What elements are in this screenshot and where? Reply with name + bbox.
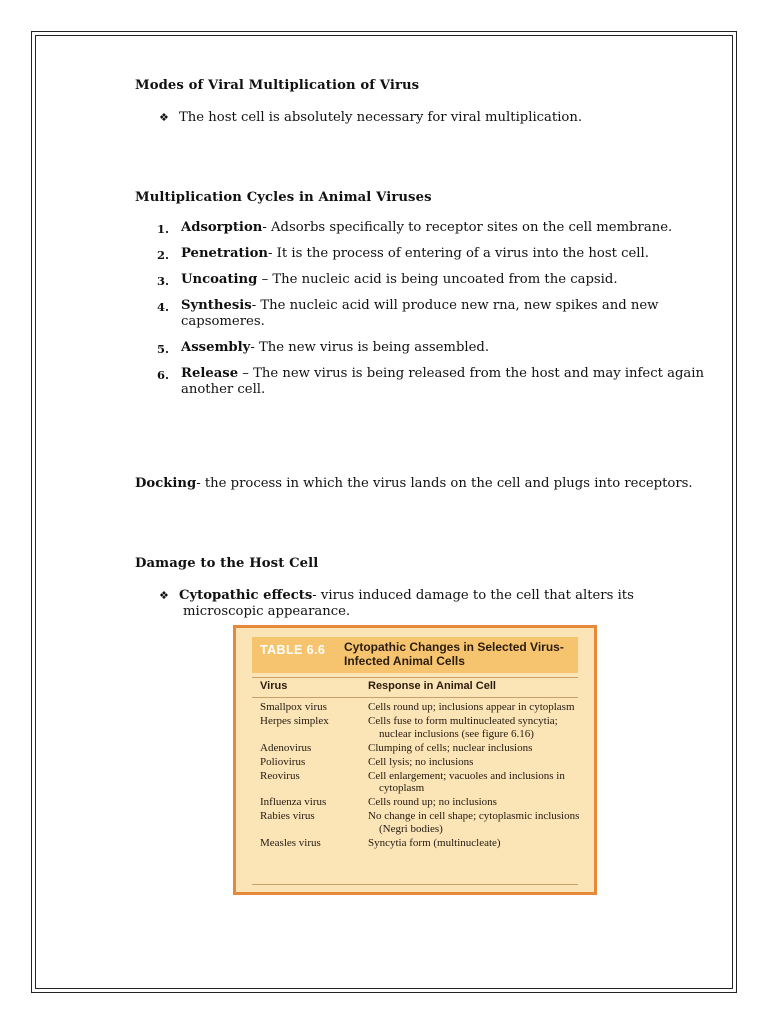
list-item: [135, 298, 707, 330]
diamond-bullet-icon: ❖: [159, 111, 169, 124]
cytopathic-table-figure: [233, 625, 597, 895]
list-item: [135, 220, 725, 236]
step-term: Uncoating: [181, 272, 258, 287]
table-header-band: [252, 637, 578, 673]
step-term: Penetration: [181, 246, 268, 261]
cell-response: Cells fuse to form multinucleated syncytia; nuclear inclusions (see figure 6.16): [368, 715, 558, 740]
step-term: Release: [181, 366, 239, 381]
step-number: 6.: [157, 368, 170, 382]
cell-virus: Poliovirus: [260, 755, 306, 768]
list-item: [135, 366, 713, 398]
cell-virus: Measles virus: [260, 836, 321, 849]
column-header-response: Response in Animal Cell: [368, 680, 496, 692]
cytopathic-text: - virus induced damage to the cell that alters its: [312, 588, 634, 603]
cycle-steps-list: [135, 220, 725, 408]
cell-response: Syncytia form (multinucleate): [368, 836, 501, 849]
heading-modes: Modes of Viral Multiplication of Virus: [135, 78, 420, 93]
table-row: [252, 837, 578, 850]
cytopathic-term: Cytopathic effects: [179, 588, 313, 603]
table-column-headers: [252, 677, 578, 698]
cell-virus: Influenza virus: [260, 796, 327, 808]
cell-response: Clumping of cells; nuclear inclusions: [368, 741, 533, 754]
step-number: 4.: [157, 300, 170, 314]
table-number: TABLE 6.6: [260, 643, 326, 657]
table-row: [252, 796, 578, 809]
diamond-bullet-icon: ❖: [159, 589, 169, 602]
cell-response: No change in cell shape; cytoplasmic inclusions (Negri bodies): [368, 810, 580, 835]
step-term: Assembly: [181, 340, 251, 355]
table-row: [252, 770, 578, 795]
heading-cycles: Multiplication Cycles in Animal Viruses: [135, 190, 432, 205]
docking-text: - the process in which the virus lands on the cell and plugs into receptors.: [196, 476, 693, 491]
step-text: - The new virus is being assembled.: [250, 340, 490, 355]
cytopathic-text-continued: microscopic appearance.: [183, 604, 351, 619]
step-text: - It is the process of entering of a virus into the host cell.: [268, 246, 649, 261]
table-bottom-rule: [252, 884, 578, 885]
cell-response: Cells round up; inclusions appear in cytoplasm: [368, 701, 575, 713]
cell-virus: Smallpox virus: [260, 701, 327, 713]
step-number: 1.: [157, 222, 170, 236]
list-item: [135, 272, 725, 288]
bullet-host-cell: [159, 110, 582, 126]
cytopathic-bullet: [159, 588, 715, 620]
cell-response: Cell lysis; no inclusions: [368, 755, 474, 768]
cell-virus: Herpes simplex: [260, 715, 329, 727]
column-header-virus: Virus: [260, 680, 288, 692]
step-number: 2.: [157, 248, 170, 262]
table-row: [252, 701, 578, 714]
table-body: [252, 701, 578, 851]
table-row: [252, 756, 578, 769]
cell-virus: Reovirus: [260, 769, 300, 782]
list-item: [135, 340, 725, 356]
step-text: – The nucleic acid is being uncoated from the capsid.: [257, 272, 618, 287]
step-text: – The new virus is being released from the host and may infect again another cell.: [181, 366, 704, 397]
cell-response: Cell enlargement; vacuoles and inclusions in cytoplasm: [368, 769, 565, 794]
cell-virus: Rabies virus: [260, 810, 315, 822]
step-term: Synthesis: [181, 298, 252, 313]
table-row: [252, 810, 578, 835]
step-number: 5.: [157, 342, 170, 356]
heading-damage: Damage to the Host Cell: [135, 556, 319, 571]
step-number: 3.: [157, 274, 170, 288]
step-text: - Adsorbs specifically to receptor sites on the cell membrane.: [262, 220, 673, 235]
list-item: [135, 246, 725, 262]
table-row: [252, 742, 578, 755]
table-title: Cytopathic Changes in Selected Virus-Infected Animal Cells: [344, 640, 564, 668]
cell-virus: Adenovirus: [260, 741, 312, 754]
bullet-text: The host cell is absolutely necessary for viral multiplication.: [179, 110, 583, 125]
cell-response: Cells round up; no inclusions: [368, 796, 497, 808]
docking-term: Docking: [135, 476, 197, 491]
table-row: [252, 715, 578, 740]
step-text: - The nucleic acid will produce new rna, new spikes and new capsomeres.: [181, 298, 659, 329]
docking-definition: [135, 476, 695, 492]
step-term: Adsorption: [181, 220, 263, 235]
